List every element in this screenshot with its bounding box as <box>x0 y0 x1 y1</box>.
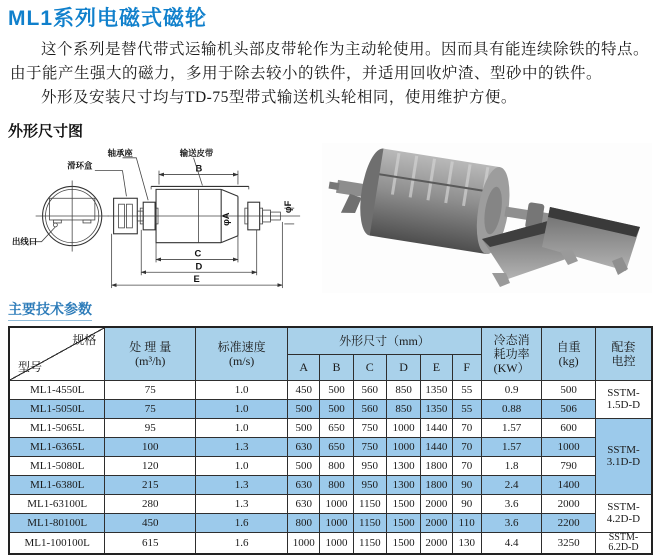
table-row: ML1-100100L 615 1.6 1000 1000 1150 1500 2000 130 4.4 3250 SSTM- 6.2D-D <box>9 532 652 554</box>
table-row: ML1-5080L 120 1.0 500 800 950 1300 1800 70 1.8 790 <box>9 456 652 475</box>
header-capacity: 处 理 量 (m³/h) <box>105 327 196 380</box>
table-heading: 主要技术参数 <box>8 299 92 321</box>
label-wire-outlet: 出线口 <box>11 236 38 247</box>
control-cell: SSTM- 6.2D-D <box>595 532 652 554</box>
header-dim-b: B <box>320 354 353 380</box>
dim-label-a: φA <box>221 212 232 226</box>
dim-label-c: C <box>194 248 202 259</box>
table-row: ML1-6380L 215 1.3 630 800 950 1300 1800 90 2.4 1400 <box>9 475 652 494</box>
dim-label-e: E <box>193 274 200 285</box>
control-cell: SSTM- 4.2D-D <box>595 494 652 532</box>
table-row: ML1-6365L 100 1.3 630 650 750 1000 1440 70 1.57 1000 <box>9 437 652 456</box>
header-weight: 自重 (kg) <box>542 327 595 380</box>
header-dim-f: F <box>452 354 481 380</box>
header-model: 型号 <box>18 359 43 374</box>
dim-label-b: B <box>195 163 203 174</box>
table-row: ML1-80100L 450 1.6 800 1000 1150 1500 2000 110 3.6 2200 <box>9 513 652 532</box>
product-photo <box>322 143 652 293</box>
table-row: ML1-63100L 280 1.3 630 1000 1150 1500 2000 90 3.6 2000 SSTM- 4.2D-D <box>9 494 652 513</box>
table-row: ML1-5065L 95 1.0 500 650 750 1000 1440 70 1.57 600 SSTM- 3.1D-D <box>9 418 652 437</box>
dim-label-d: D <box>195 261 203 272</box>
label-slip-ring-box: 滑环盒 <box>67 160 93 171</box>
label-bearing-seat: 轴承座 <box>107 147 133 158</box>
intro-paragraph: 这个系列是替代带式运输机头部皮带轮作为主动轮使用。因而具有能连续除铁的特点。由于能产生强大的磁力，多用于除去较小的铁件，并适用回收炉渣、型砂中的铁件。 <box>10 41 650 82</box>
document-page <box>0 6 660 553</box>
header-control: 配套 电控 <box>595 327 652 380</box>
table-header <box>9 327 652 380</box>
control-cell: SSTM- 1.5D-D <box>595 380 652 418</box>
outline-drawing <box>0 143 318 293</box>
header-speed: 标准速度 (m/s) <box>196 327 288 380</box>
header-model-spec <box>9 327 105 380</box>
figure-row <box>0 143 660 293</box>
page-title: ML1系列电磁式磁轮 <box>8 7 207 30</box>
end-view <box>12 181 109 252</box>
compat-paragraph: 外形及安装尺寸均与TD-75型带式输送机头轮相同，使用维护方便。 <box>41 89 517 106</box>
header-dimensions: 外形尺寸（mm） <box>288 327 482 354</box>
header-dim-c: C <box>353 354 386 380</box>
spec-table <box>8 326 653 555</box>
header-spec: 规格 <box>72 333 97 347</box>
dim-label-f: φF <box>283 200 294 214</box>
table-row: ML1-5050L 75 1.0 500 500 560 850 1350 55 0.88 506 <box>9 399 652 418</box>
header-dim-a: A <box>288 354 320 380</box>
control-cell: SSTM- 3.1D-D <box>595 418 652 494</box>
figure-heading: 外形尺寸图 <box>8 123 84 140</box>
label-conveyor-belt: 输送皮带 <box>179 147 214 158</box>
header-power: 冷态消 耗功率 (KW） <box>481 327 542 380</box>
header-dim-e: E <box>421 354 452 380</box>
table-row: ML1-4550L 75 1.0 450 500 560 850 1350 55 0.9 500 SSTM- 1.5D-D <box>9 380 652 399</box>
header-dim-d: D <box>386 354 420 380</box>
